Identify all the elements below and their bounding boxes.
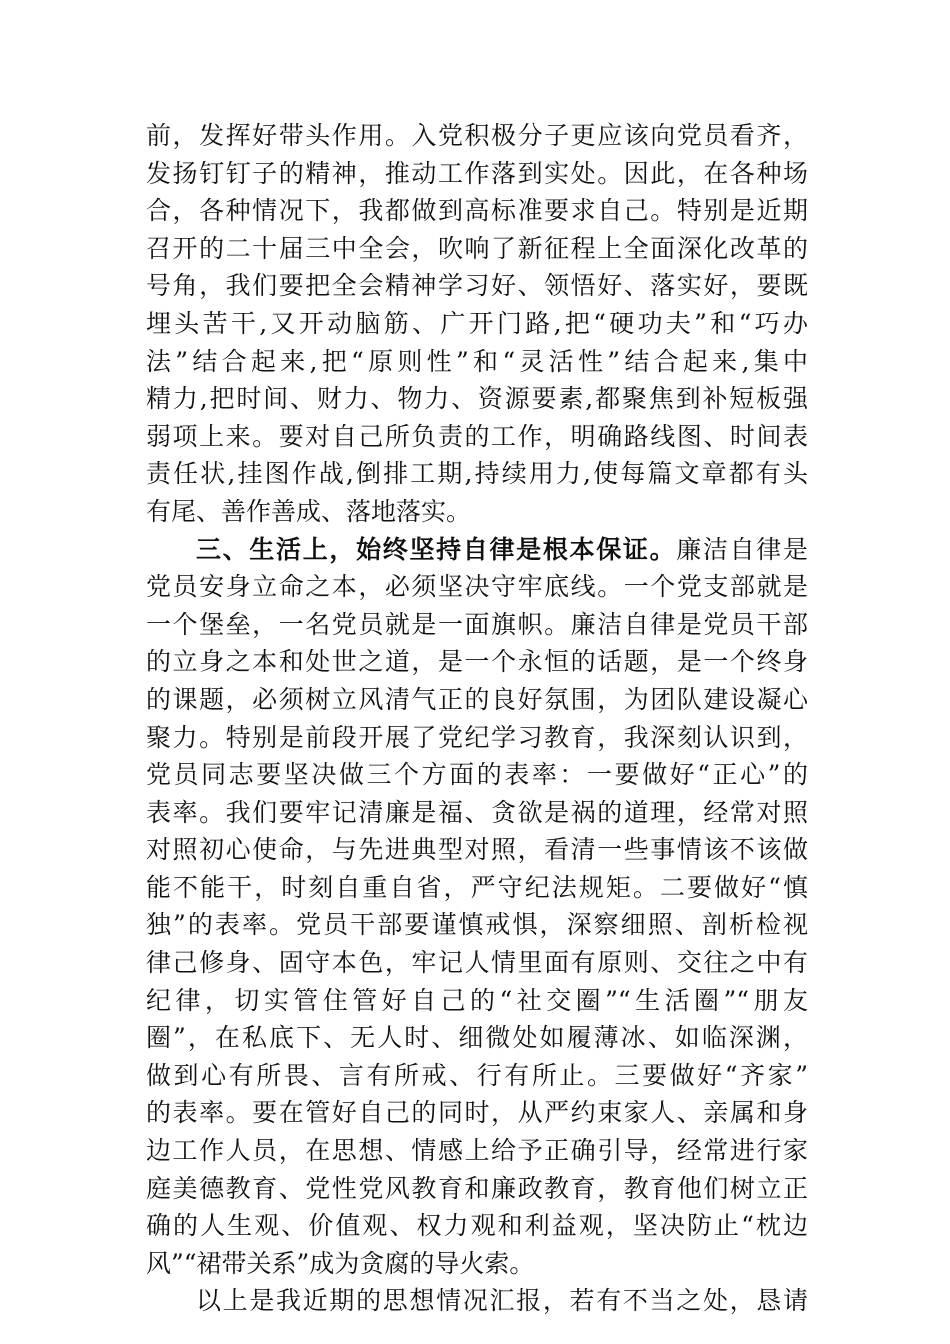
text-line: 合，各种情况下，我都做到高标准要求自己。特别是近期	[146, 196, 808, 226]
text-line: 一个堡垒，一名党员就是一面旗帜。廉洁自律是党员干部	[146, 609, 808, 639]
text-line: 边工作人员，在思想、情感上给予正确引导，经常进行家	[146, 1136, 808, 1166]
text-line: 律己修身、固守本色，牢记人情里面有原则、交往之中有	[146, 948, 808, 978]
text-line: 能不能干，时刻自重自省，严守纪法规矩。二要做好“慎	[146, 872, 808, 902]
text-line: 的课题，必须树立风清气正的良好氛围，为团队建设凝心	[146, 684, 808, 714]
text-line: 召开的二十届三中全会，吹响了新征程上全面深化改革的	[146, 233, 808, 263]
text-line: 党员安身立命之本，必须坚决守牢底线。一个党支部就是	[146, 572, 808, 602]
text-line: 埋头苦干,又开动脑筋、广开门路,把“硬功夫”和“巧办	[146, 308, 808, 338]
text-line: 的立身之本和处世之道，是一个永恒的话题，是一个终身	[146, 647, 808, 677]
text-line: 精力,把时间、财力、物力、资源要素,都聚焦到补短板强	[146, 384, 808, 414]
text-line: 纪律，切实管住管好自己的“社交圈”“生活圈”“朋友	[146, 985, 808, 1015]
section-3-heading: 三、生活上，始终坚持自律是根本保证。	[196, 534, 677, 564]
text-line: 号角，我们要把全会精神学习好、领悟好、落实好，要既	[146, 271, 808, 301]
text-line: 独”的表率。党员干部要谨慎戒惧，深察细照、剖析检视	[146, 910, 808, 940]
text-line: 党员同志要坚决做三个方面的表率：一要做好“正心”的	[146, 760, 808, 790]
text-line: 确的人生观、价值观、权力观和利益观，坚决防止“枕边	[146, 1211, 808, 1241]
text-line: 前，发挥好带头作用。入党积极分子更应该向党员看齐，	[146, 121, 808, 150]
text-line: 的表率。要在管好自己的同时，从严约束家人、亲属和身	[146, 1098, 808, 1128]
text-line: 发扬钉钉子的精神，推动工作落到实处。因此，在各种场	[146, 158, 808, 188]
text-line: 法”结合起来,把“原则性”和“灵活性”结合起来,集中	[146, 346, 808, 376]
text-line: 做到心有所畏、言有所戒、行有所止。三要做好“齐家”	[146, 1060, 808, 1090]
text-line: 聚力。特别是前段开展了党纪学习教育，我深刻认识到，	[146, 722, 808, 752]
text-line: 对照初心使命，与先进典型对照，看清一些事情该不该做	[146, 835, 808, 865]
text-line: 圈”，在私底下、无人时、细微处如履薄冰、如临深渊，	[146, 1023, 808, 1053]
section-3-first-line-text: 廉洁自律是	[676, 534, 808, 564]
text-line: 弱项上来。要对自己所负责的工作，明确路线图、时间表	[146, 421, 808, 451]
text-line: 有尾、善作善成、落地落实。	[146, 496, 472, 526]
text-line: 庭美德教育、党性党风教育和廉政教育，教育他们树立正	[146, 1173, 808, 1203]
text-line: 风”“裙带关系”成为贪腐的导火索。	[146, 1248, 535, 1278]
closing-line: 以上是我近期的思想情况汇报，若有不当之处，恳请	[196, 1286, 808, 1316]
text-line: 表率。我们要牢记清廉是福、贪欲是祸的道理，经常对照	[146, 797, 808, 827]
text-line: 责任状,挂图作战,倒排工期,持续用力,使每篇文章都有头	[146, 459, 808, 489]
document-body	[146, 117, 808, 1320]
section-3-first-line	[146, 531, 808, 569]
